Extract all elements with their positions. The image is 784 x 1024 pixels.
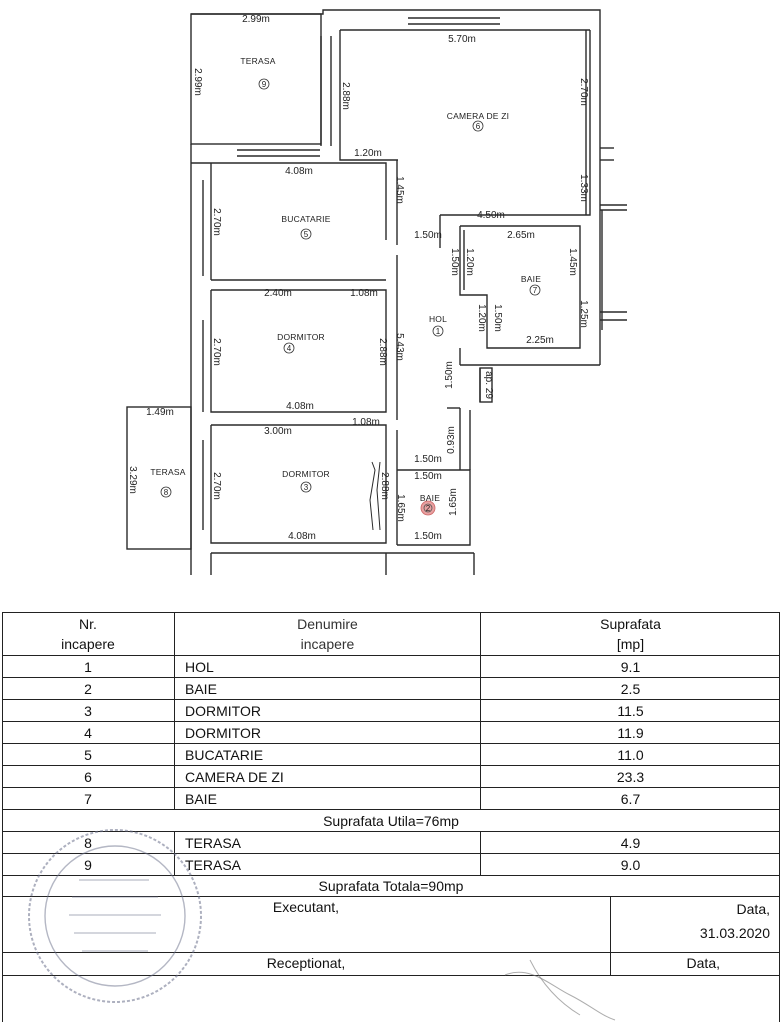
room-number-5: 5 [303, 230, 309, 239]
dim-label: 1.65m [448, 488, 459, 516]
cell-nr: 7 [2, 788, 175, 809]
dim-label: 1.65m [395, 494, 406, 522]
header-nr [2, 612, 175, 655]
receptionat-date-cell [611, 953, 780, 975]
dim-label: 2.88m [340, 82, 351, 110]
dim-label: 3.00m [264, 426, 292, 437]
cell-area: 23.3 [616, 768, 645, 785]
cell-area: 11.5 [617, 702, 644, 719]
dim-label: 2.70m [211, 208, 222, 236]
header-den-line2: incapere [300, 635, 355, 652]
dim-label: 2.88m [379, 472, 390, 500]
executant-date: 31.03.2020 [699, 925, 770, 941]
room-number-1: 1 [435, 327, 441, 336]
table-header [2, 612, 780, 656]
dim-label: 1.50m [414, 454, 442, 465]
cell-name: BAIE [175, 788, 481, 809]
dim-label: 2.25m [526, 335, 554, 346]
room-number-4: 4 [286, 344, 292, 353]
room-label-camera-de-zi: CAMERA DE ZI [446, 111, 510, 121]
dim-label: 2.99m [192, 68, 203, 96]
header-denumire [175, 612, 481, 655]
signature [500, 955, 620, 1024]
apartment-label: ap. 29 [483, 371, 494, 399]
dimension-labels [127, 14, 589, 542]
cell-name: BUCATARIE [175, 744, 481, 765]
dim-label: 1.50m [414, 230, 442, 241]
useful-area-text: Suprafata Utila=76mp [323, 812, 459, 829]
table-row [2, 656, 780, 678]
room-number-3: 3 [303, 483, 309, 492]
cell-name: DORMITOR [175, 722, 481, 743]
dim-label: 1.08m [352, 417, 380, 428]
dim-label: 2.65m [507, 230, 535, 241]
dim-label: 1.25m [578, 300, 589, 328]
room-number-2: 2 [425, 504, 431, 513]
cell-name: TERASA [175, 832, 481, 853]
header-den-line1: Denumire [297, 615, 358, 632]
dim-label: 2.99m [242, 14, 270, 25]
cell-area: 11.0 [617, 746, 644, 763]
table-row [2, 766, 780, 788]
dim-label: 5.43m [394, 333, 405, 361]
room-number-8: 8 [163, 488, 169, 497]
dim-label: 5.70m [448, 34, 476, 45]
data-label: Data, [736, 901, 770, 917]
room-label-terasa-8: TERASA [150, 467, 186, 477]
cell-nr: 1 [2, 656, 175, 677]
cell-area: 4.9 [620, 834, 641, 851]
header-sup-line1: Suprafata [600, 615, 661, 632]
stamp-seal [24, 825, 206, 1007]
cell-nr: 8 [2, 832, 175, 853]
header-suprafata [481, 612, 780, 655]
room-label-dormitor-4: DORMITOR [277, 332, 325, 342]
dim-label: 1.33m [578, 174, 589, 202]
room-number-7: 7 [532, 286, 538, 295]
dim-label: 4.08m [285, 166, 313, 177]
room-label-dormitor-3: DORMITOR [282, 469, 330, 479]
cell-name: TERASA [175, 854, 481, 875]
cell-name: HOL [175, 656, 481, 677]
receptionat-label: Receptionat, [266, 955, 346, 971]
dim-label: 1.50m [444, 361, 455, 389]
table-row [2, 722, 780, 744]
dim-label: 1.20m [354, 148, 382, 159]
dim-label: 2.70m [211, 338, 222, 366]
room-label-hol: HOL [428, 314, 448, 324]
dim-label: 1.45m [394, 176, 405, 204]
cell-nr: 2 [2, 678, 175, 699]
dim-label: 2.88m [377, 338, 388, 366]
table-row [2, 678, 780, 700]
data-label-2: Data, [686, 955, 720, 971]
dim-label: 4.50m [477, 210, 505, 221]
executant-date-cell [611, 897, 780, 952]
cell-area: 9.1 [620, 658, 641, 675]
executant-label: Executant, [272, 899, 340, 915]
dim-label: 2.70m [211, 472, 222, 500]
room-number-9: 9 [261, 80, 267, 89]
cell-area: 2.5 [620, 680, 641, 697]
cell-nr: 9 [2, 854, 175, 875]
header-nr-line1: Nr. [79, 615, 97, 632]
cell-area: 6.7 [620, 790, 641, 807]
dim-label: 1.50m [414, 471, 442, 482]
total-area-text: Suprafata Totala=90mp [318, 878, 464, 894]
room-label-bucatarie: BUCATARIE [281, 214, 331, 224]
cell-nr: 4 [2, 722, 175, 743]
room-label-baie-2: BAIE [419, 493, 441, 503]
table-row [2, 744, 780, 766]
cell-name: DORMITOR [175, 700, 481, 721]
cell-name: CAMERA DE ZI [175, 766, 481, 787]
dim-label: 3.29m [127, 466, 138, 494]
cell-name: BAIE [175, 678, 481, 699]
cell-nr: 3 [2, 700, 175, 721]
cell-nr: 6 [2, 766, 175, 787]
table-row [2, 788, 780, 810]
dim-label: 2.40m [264, 288, 292, 299]
dim-label: 4.08m [286, 401, 314, 412]
dim-label: 1.50m [414, 531, 442, 542]
room-number-6: 6 [475, 122, 481, 131]
dim-label: 1.20m [476, 304, 487, 332]
dim-label: 1.20m [464, 248, 475, 276]
cell-area: 11.9 [617, 724, 644, 741]
cell-area: 9.0 [620, 856, 641, 873]
room-label-baie-7: BAIE [520, 274, 542, 284]
dim-label: 4.08m [288, 531, 316, 542]
dim-label: 1.08m [350, 288, 378, 299]
table-row [2, 700, 780, 722]
dim-label: 1.45m [567, 248, 578, 276]
dim-label: 1.49m [146, 407, 174, 418]
dim-label: 2.70m [578, 78, 589, 106]
header-nr-line2: incapere [61, 635, 115, 652]
room-label-terasa-9: TERASA [240, 56, 276, 66]
cell-nr: 5 [2, 744, 175, 765]
dim-label: 0.93m [446, 426, 457, 454]
header-sup-line2: [mp] [616, 635, 645, 652]
dim-label: 1.50m [492, 304, 503, 332]
dim-label: 1.50m [449, 248, 460, 276]
